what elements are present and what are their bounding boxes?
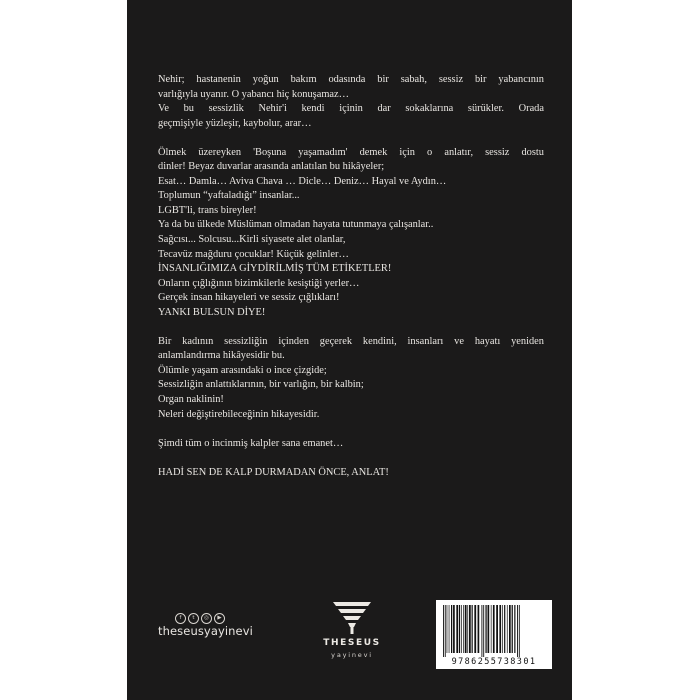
barcode-bar	[509, 605, 511, 653]
barcode-bar	[514, 605, 515, 653]
blurb-line: Sessizliğin anlattıklarının, bir varlığın, bir kalbin;	[158, 379, 364, 391]
blurb-line: anlamlandırma hikâyesidir bu.	[158, 350, 285, 362]
youtube-icon: ▶	[214, 613, 225, 624]
blurb-line: Tecavüz mağduru çocuklar! Küçük gelinler…	[158, 248, 349, 260]
blurb-line: Gerçek insan hikayeleri ve sessiz çığlıkları!	[158, 292, 340, 304]
barcode-bar	[461, 605, 462, 653]
blurb-line: varlığıyla uyanır. O yabancı hiç konuşamaz…	[158, 88, 350, 100]
back-cover-blurb	[158, 73, 544, 495]
barcode-bar	[445, 605, 446, 657]
publisher-social-handle: theseusyayinevi	[158, 624, 253, 638]
barcode-bar	[481, 605, 482, 657]
blurb-line: dinler! Beyaz duvarlar arasında anlatılan bu hikâyeler;	[158, 161, 385, 173]
barcode-bar	[504, 605, 505, 653]
blurb-line: İNSANLIĞIMIZA GİYDİRİLMİŞ TÜM ETİKETLER!	[158, 263, 392, 275]
barcode-bar	[502, 605, 503, 653]
twitter-icon: t	[188, 613, 199, 624]
barcode-bar	[493, 605, 495, 653]
instagram-icon: ◎	[201, 613, 212, 624]
barcode-bar	[474, 605, 476, 653]
barcode-bar	[483, 605, 484, 657]
theseus-logo-icon	[331, 600, 373, 636]
barcode-bar	[491, 605, 492, 653]
isbn-barcode	[436, 600, 552, 669]
barcode-bar	[496, 605, 498, 653]
facebook-icon: f	[175, 613, 186, 624]
blurb-line: LGBT'li, trans bireyler!	[158, 204, 257, 216]
barcode-bar	[472, 605, 473, 653]
barcode-bar	[467, 605, 468, 653]
blurb-line: Şimdi tüm o incinmiş kalpler sana emanet…	[158, 437, 344, 449]
book-back-cover	[127, 0, 572, 700]
barcode-bar	[465, 605, 467, 653]
barcode-bar	[449, 605, 450, 653]
blurb-line: Neleri değiştirebileceğinin hikayesidir.	[158, 408, 320, 420]
barcode-bars	[442, 605, 546, 657]
blurb-paragraph	[158, 146, 544, 321]
barcode-bar	[488, 605, 490, 653]
social-media-icons	[175, 613, 225, 624]
barcode-bar	[507, 605, 508, 653]
blurb-line: Bir kadının sessizliğin içinden geçerek kendini, insanları ve hayatı yeniden	[158, 335, 544, 347]
barcode-bar	[451, 605, 452, 653]
barcode-bar	[512, 605, 513, 653]
blurb-line: geçmişiyle yüzleşir, kaybolur, arar…	[158, 117, 312, 129]
blurb-paragraph	[158, 335, 544, 422]
isbn-number: 9786255738301	[451, 657, 537, 667]
publisher-name: THESEUS	[323, 638, 381, 648]
blurb-paragraph	[158, 466, 544, 481]
barcode-bar	[463, 605, 464, 653]
barcode-bar	[443, 605, 444, 657]
blurb-line: Ya da bu ülkede Müslüman olmadan hayata tutunmaya çalışanlar..	[158, 219, 434, 231]
blurb-line: Organ naklinin!	[158, 394, 224, 406]
barcode-bar	[517, 605, 518, 657]
blurb-paragraph	[158, 73, 544, 131]
barcode-bar	[519, 605, 520, 657]
barcode-bar	[478, 605, 480, 653]
blurb-line: YANKI BULSUN DİYE!	[158, 306, 266, 318]
blurb-line: Ölümle yaşam arasındaki o ince çizgide;	[158, 364, 327, 376]
barcode-bar	[459, 605, 460, 653]
blurb-line: Toplumun “yaftaladığı” insanlar...	[158, 190, 300, 202]
blurb-paragraph	[158, 437, 544, 452]
barcode-bar	[469, 605, 471, 653]
blurb-line: HADİ SEN DE KALP DURMADAN ÖNCE, ANLAT!	[158, 466, 389, 478]
publisher-subtitle: yayinevi	[331, 651, 373, 659]
barcode-bar	[453, 605, 455, 653]
barcode-bar	[456, 605, 458, 653]
barcode-bar	[447, 605, 448, 653]
blurb-line: Nehir; hastanenin yoğun bakım odasında bir sabah, sessiz bir yabancının	[158, 74, 544, 85]
blurb-line: Onların çığlığının bizimkilerle kesiştiği yerler…	[158, 277, 360, 289]
blurb-line: Ve bu sessizlik Nehir'i kendi içinin dar sokaklarına sürükler. Orada	[158, 103, 544, 115]
barcode-bar	[485, 605, 486, 653]
barcode-bar	[499, 605, 501, 653]
blurb-line: Ölmek üzereyken 'Boşuna yaşamadım' demek için o anlatır, sessiz dostu	[158, 146, 544, 158]
blurb-line: Sağcısı... Solcusu...Kirli siyasete alet olanlar,	[158, 234, 346, 246]
blurb-line: Esat… Damla… Aviva Chava … Dicle… Deniz… Hayal ve Aydın…	[158, 175, 447, 187]
